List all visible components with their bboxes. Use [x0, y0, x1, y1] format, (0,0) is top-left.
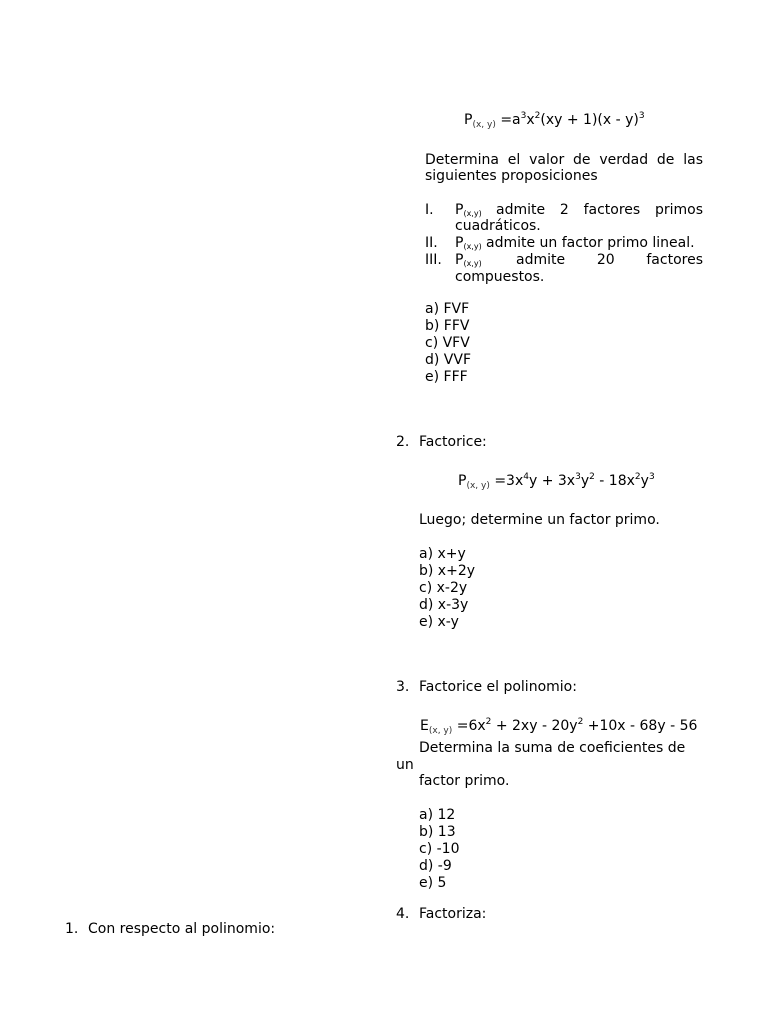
answer-option[interactable]: e) x-y — [419, 614, 459, 630]
formula-subscript: (x, y) — [472, 120, 496, 130]
prop-text-cont: cuadráticos. — [455, 218, 541, 234]
answer-option[interactable]: c) VFV — [425, 335, 470, 351]
answer-option[interactable]: d) x-3y — [419, 597, 469, 613]
answer-option[interactable]: e) FFF — [425, 369, 468, 385]
formula-exponent: 2 — [534, 111, 541, 121]
prop-roman: I. — [425, 202, 434, 218]
answer-option[interactable]: a) FVF — [425, 301, 470, 317]
q1-instruction-line1: Determina el valor de verdad de las — [425, 152, 703, 168]
q2-options — [419, 546, 475, 631]
q3-description-line1: Determina la suma de coeficientes de — [419, 740, 686, 756]
q4-header: Factoriza: — [419, 906, 487, 922]
q2-formula: $P_{(x, y)} =3x^4y + 3x^3y^2 - 18x^2y^3$ — [458, 472, 655, 491]
answer-option[interactable]: d) -9 — [419, 858, 452, 874]
q1-number: 1. — [65, 921, 79, 937]
formula-term: =a — [500, 112, 521, 128]
answer-option[interactable]: a) 12 — [419, 807, 456, 823]
answer-option[interactable]: e) 5 — [419, 875, 447, 891]
answer-option[interactable]: b) FFV — [425, 318, 470, 334]
prop-p: P(x,y) — [455, 235, 482, 251]
q1-instruction-line2: siguientes proposiciones — [425, 168, 598, 184]
q4-number: 4. — [396, 906, 410, 922]
answer-option[interactable]: c) -10 — [419, 841, 460, 857]
prop-roman: III. — [425, 252, 442, 268]
q2-header: Factorice: — [419, 434, 487, 450]
q3-formula: $E_{(x, y)} =6x^2 + 2xy - 20y^2 +10x - 68y - 56$ — [420, 717, 698, 736]
q2-number: 2. — [396, 434, 410, 450]
answer-option[interactable]: b) x+2y — [419, 563, 476, 579]
q3-header: Factorice el polinomio: — [419, 679, 577, 695]
answer-option[interactable]: c) x-2y — [419, 580, 468, 596]
prop-text: admite un factor primo lineal. — [486, 235, 695, 251]
prop-p: P(x,y) — [455, 252, 482, 268]
q1-options — [425, 301, 471, 386]
prop-text-cont: compuestos. — [455, 269, 545, 285]
formula-p: P — [464, 112, 473, 128]
q3-options — [419, 807, 459, 892]
formula-term: x — [526, 112, 535, 128]
prop-roman: II. — [425, 235, 438, 251]
q2-instruction: Luego; determine un factor primo. — [419, 512, 660, 528]
prop-p: P(x,y) — [455, 202, 482, 218]
q3-description-line2: un — [396, 757, 414, 773]
q1-header: Con respecto al polinomio: — [88, 921, 276, 937]
prop-text: admite 2 factores primos — [496, 202, 703, 218]
q3-description-line3: factor primo. — [419, 773, 510, 789]
prop-text: admite 20 factores — [516, 252, 703, 268]
q3-number: 3. — [396, 679, 410, 695]
formula-exponent: 3 — [638, 111, 645, 121]
formula-exponent: 3 — [520, 111, 527, 121]
formula-term: (xy + 1)(x - y) — [540, 112, 639, 128]
answer-option[interactable]: d) VVF — [425, 352, 472, 368]
answer-option[interactable]: a) x+y — [419, 546, 466, 562]
q1-formula — [464, 112, 645, 131]
answer-option[interactable]: b) 13 — [419, 824, 456, 840]
